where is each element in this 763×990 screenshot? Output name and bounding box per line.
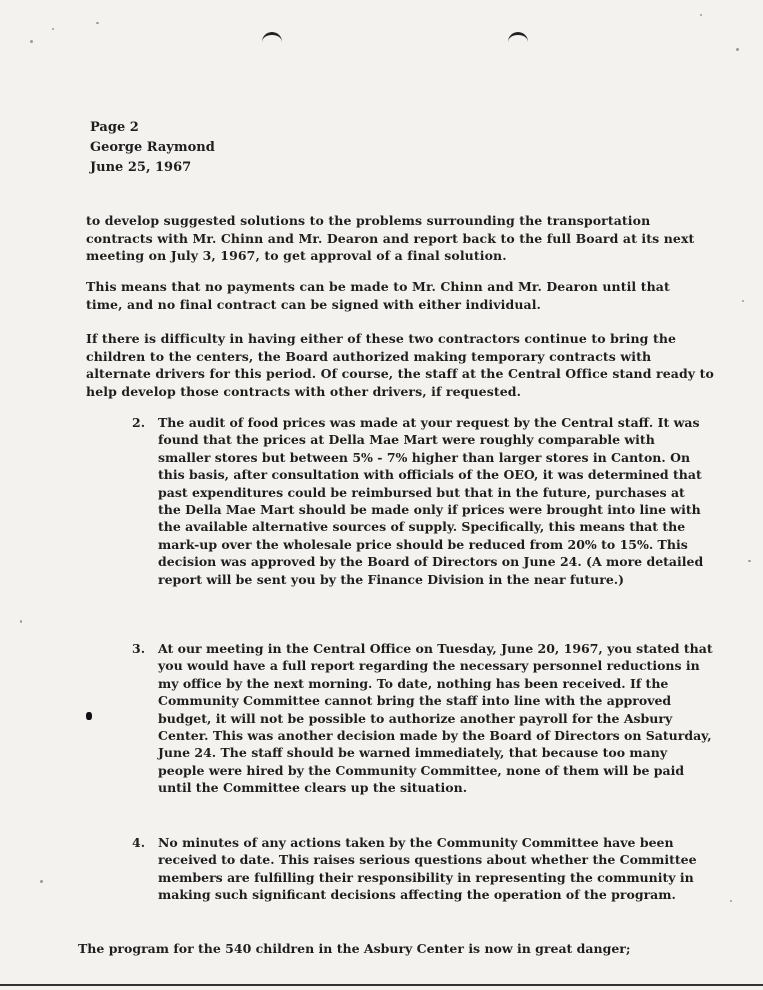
item-text: At our meeting in the Central Office on Tuesday, June 20, 1967, you stated that you would have a full report regarding the necessary personnel reductions in my office by the next morning. To date, nothing has been received. If the Community Committee cannot bring the staff into line with the approved budget, it will not be possible to authorize another payroll for the Asbury Center. This was another decision made by the Board of Directors on Saturday, June 24. The staff should be warned immediately, that because too many people were hired by the Community Committee, none of them will be paid until the Committee clears up the situation. xyxy=(158,641,713,796)
closing-sentence: The program for the 540 children in the Asbury Center is now in great danger; xyxy=(78,941,631,956)
numbered-item xyxy=(132,834,698,904)
item-number: 2. xyxy=(132,415,146,430)
paragraph-transportation: to develop suggested solutions to the problems surrounding the transportation contracts with Mr. Chinn and Mr. Dearon and report back to the full Board at its next meeting on July 3, 1967, to get approval of a final solution. xyxy=(86,213,695,263)
punch-hole-mark-left xyxy=(262,32,282,49)
numbered-item xyxy=(132,640,714,797)
recipient-name: George Raymond xyxy=(90,140,215,155)
scan-speck xyxy=(96,22,99,24)
item-number: 4. xyxy=(132,835,146,850)
scan-speck xyxy=(730,900,732,902)
letter-date: June 25, 1967 xyxy=(90,160,192,175)
letter-header xyxy=(90,118,215,178)
punch-hole-mark-right xyxy=(508,32,528,49)
scan-speck xyxy=(742,300,744,302)
paragraph-payments: This means that no payments can be made to Mr. Chinn and Mr. Dearon until that time, and no final contract can be signed with either individual. xyxy=(86,279,670,312)
scan-speck xyxy=(52,28,54,30)
page-number: Page 2 xyxy=(90,120,139,135)
item-number: 3. xyxy=(132,641,146,656)
scan-speck xyxy=(40,880,43,883)
scan-speck xyxy=(736,48,739,51)
numbered-item xyxy=(132,414,710,588)
page-bottom-edge xyxy=(0,984,763,986)
item-text: No minutes of any actions taken by the Community Committee have been received to date. This raises serious questions about whether the Committee members are fulfilling their responsibility in representing the community in making such significant decisions affecting the operation of the program. xyxy=(158,835,697,903)
scan-speck xyxy=(748,560,751,562)
paragraph-contractors: If there is difficulty in having either of these two contractors continue to bring the children to the centers, the Board authorized making temporary contracts with alternate drivers for this period. Of course, the staff at the Central Office stand ready to help develop those contracts with other drivers, if requested. xyxy=(86,331,714,399)
item-text: The audit of food prices was made at your request by the Central staff. It was found that the prices at Della Mae Mart were roughly comparable with smaller stores but between 5% - 7% higher than larger stores in Canton. On this basis, after consultation with officials of the OEO, it was determined that past expenditures could be reimbursed but that in the future, purchases at the Della Mae Mart should be made only if prices were brought into line with the available alternative sources of supply. Specifically, this means that the mark-up over the wholesale price should be reduced from 20% to 15%. This decision was approved by the Board of Directors on June 24. (A more detailed report will be sent you by the Finance Division in the near future.) xyxy=(158,415,704,587)
scan-speck xyxy=(20,620,22,623)
scan-speck xyxy=(30,40,33,43)
margin-mark xyxy=(86,712,92,720)
scan-speck xyxy=(700,14,702,16)
